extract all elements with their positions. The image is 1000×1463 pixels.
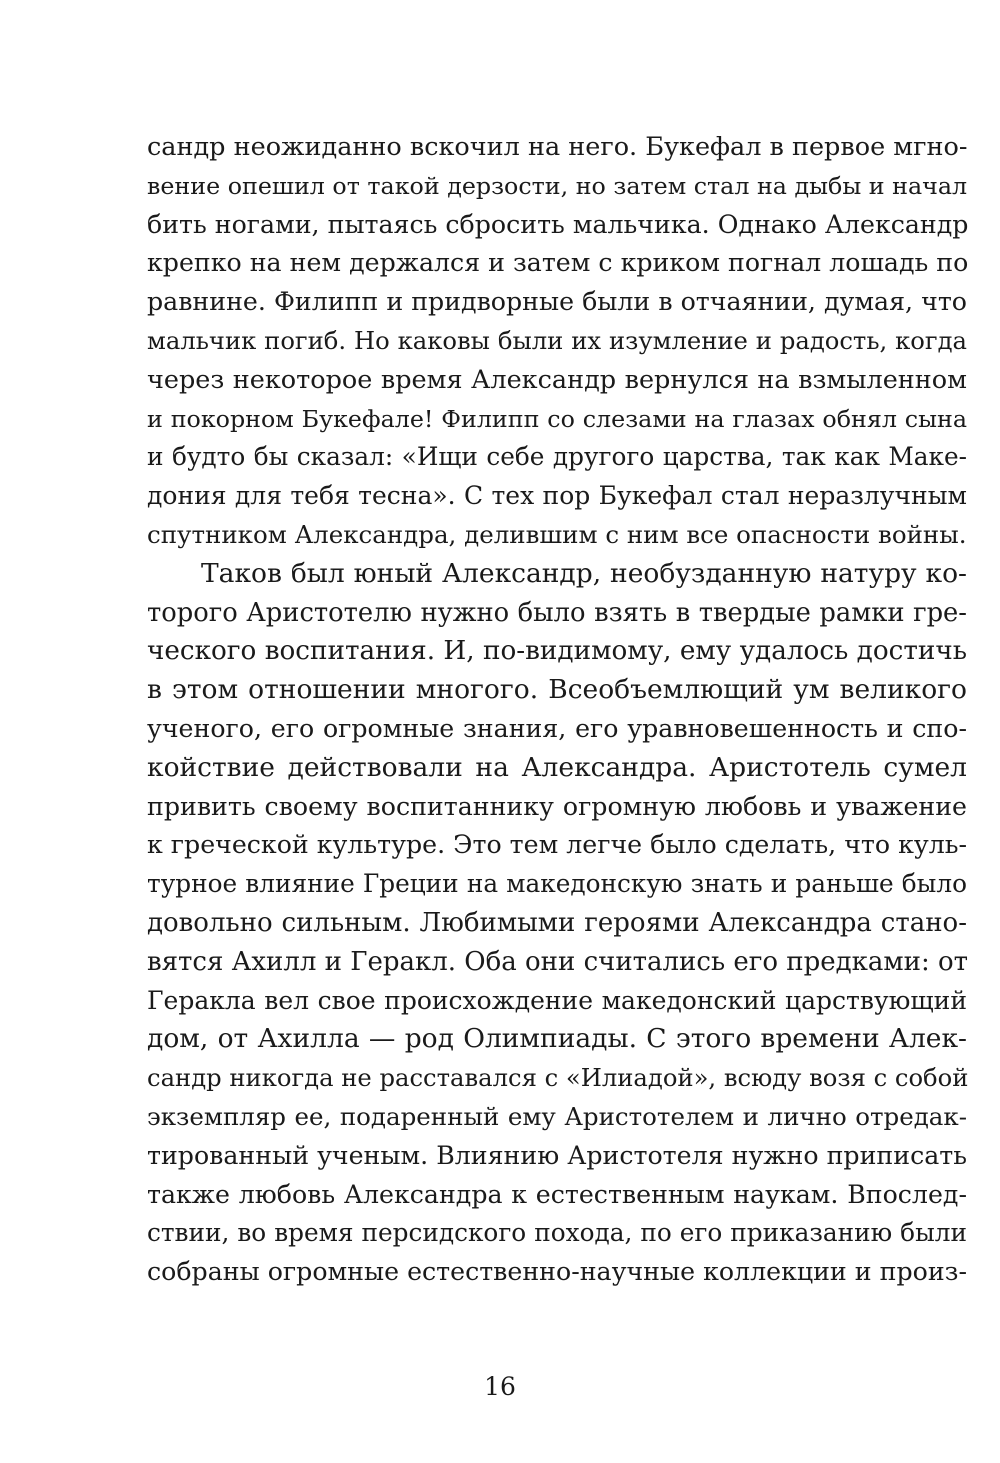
text-line: спутником Александра, делившим с ним все опасности войны. (147, 519, 967, 549)
text-line: тированный ученым. Влиянию Аристотеля нужно приписать (147, 1140, 967, 1170)
text-line: дом, от Ахилла — род Олимпиады. С этого времени Алек- (147, 1023, 967, 1055)
text-line: крепко на нем держался и затем с криком погнал лошадь по (147, 248, 969, 278)
text-line: в этом отношении многого. Всеобъемлющий ум великого (147, 674, 967, 706)
text-line: и будто бы сказал: «Ищи себе другого царства, так как Маке- (147, 442, 967, 472)
text-line: также любовь Александра к естественным наукам. Впослед- (147, 1179, 967, 1209)
text-line: турное влияние Греции на македонскую знать и раньше было (147, 869, 967, 899)
text-line: вятся Ахилл и Геракл. Оба они считались его предками: от (147, 946, 969, 977)
text-line: и покорном Букефале! Филипп со слезами на глазах обнял сына (147, 404, 967, 433)
text-line: привить своему воспитаннику огромную любовь и уважение (147, 791, 967, 821)
text-line: вение опешил от такой дерзости, но затем стал на дыбы и начал (147, 171, 968, 200)
text-line: равнине. Филипп и придворные были в отчаянии, думая, что (147, 287, 967, 317)
text-line: Геракла вел свое происхождение македонский царствующий (147, 985, 967, 1015)
page-number: 16 (484, 1372, 516, 1401)
text-line: ствии, во время персидского похода, по его приказанию были (147, 1218, 967, 1248)
text-line: сандр никогда не расставался с «Илиадой», всюду возя с собой (147, 1063, 969, 1093)
text-line: бить ногами, пытаясь сбросить мальчика. Однако Александр (147, 209, 969, 239)
text-line: койствие действовали на Александра. Аристотель сумел (147, 751, 967, 783)
text-line: мальчик погиб. Но каковы были их изумление и радость, когда (147, 325, 967, 355)
text-line: экземпляр ее, подаренный ему Аристотелем и лично отредак- (147, 1101, 967, 1131)
text-line: собраны огромные естественно-научные коллекции и произ- (147, 1257, 967, 1287)
text-line: довольно сильным. Любимыми героями Александра стано- (147, 907, 967, 938)
paragraph-first-line: Таков был юный Александр, необузданную натуру ко- (201, 557, 967, 589)
text-line: к греческой культуре. Это тем легче было сделать, что куль- (147, 830, 968, 860)
text-line: ученого, его огромные знания, его уравновешенность и спо- (147, 713, 967, 743)
text-line: через некоторое время Александр вернулся на взмыленном (147, 364, 967, 395)
text-line: дония для тебя тесна». С тех пор Букефал стал неразлучным (147, 481, 967, 511)
text-line: торого Аристотелю нужно было взять в твердые рамки гре- (147, 597, 967, 628)
body-text (147, 128, 967, 1292)
text-line: ческого воспитания. И, по-видимому, ему удалось достичь (147, 636, 967, 667)
text-line: сандр неожиданно вскочил на него. Букефал в первое мгно- (147, 132, 968, 162)
